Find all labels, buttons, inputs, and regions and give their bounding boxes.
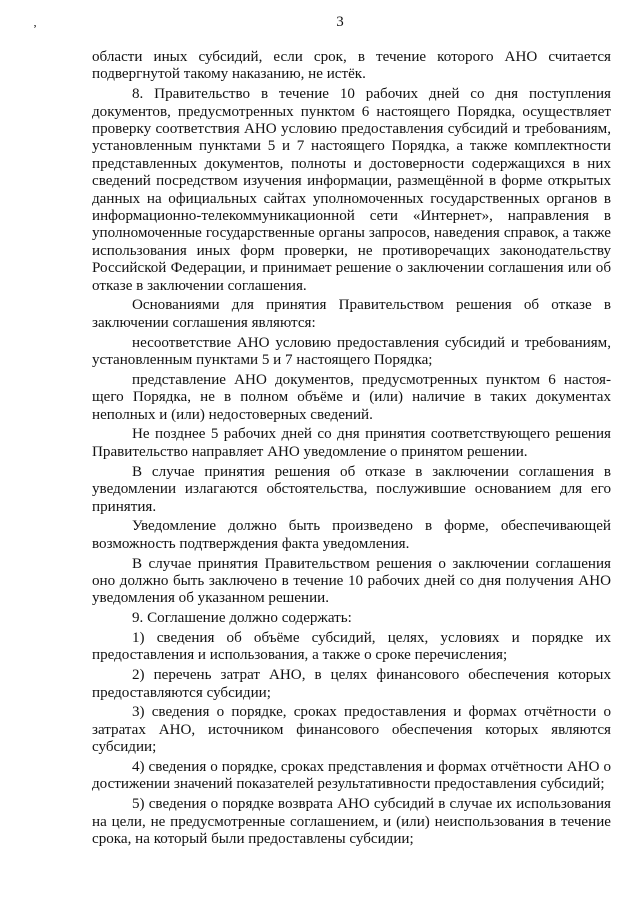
page-number: 3	[336, 14, 344, 30]
paragraph-continuation: области иных субсидий, если срок, в течение которого АНО считается подвергнутой такому наказанию, не истёк.	[92, 49, 611, 83]
paragraph-ground-documents: представление АНО документов, предусмотренных пунктом 6 настоя-щего Порядка, не в полном объёме и (или) наличие в таких документах неполных и (или) недостоверных сведений.	[92, 371, 611, 423]
paragraph-refusal-notice: В случае принятия решения об отказе в заключении соглашения в уведомлении излагаются обстоятельства, послужившие основанием для его принятия.	[92, 463, 611, 515]
paragraph-refusal-grounds: Основаниями для принятия Правительством решения об отказе в заключении соглашения являются:	[92, 297, 611, 331]
scan-mark: ‚	[33, 15, 37, 29]
paragraph-agreement-conclusion: В случае принятия Правительством решения о заключении соглашения оно должно быть заключено в течение 10 рабочих дней со дня получения АНО уведомления об указанном решении.	[92, 555, 611, 607]
list-item-5: 5) сведения о порядке возврата АНО субсидий в случае их использования на цели, не предусмотренные соглашением, и (или) неиспользования в течение срока, на который были предоставлены субсидии;	[92, 796, 611, 847]
list-item-3: 3) сведения о порядке, сроках предоставления и формах отчётности о затратах АНО, источником финансового обеспечения которых являются субсидии;	[92, 704, 611, 756]
paragraph-clause-9: 9. Соглашение должно содержать:	[132, 610, 352, 627]
list-item-2: 2) перечень затрат АНО, в целях финансового обеспечения которых предоставляются субсидии;	[92, 667, 611, 701]
list-item-1: 1) сведения об объёме субсидий, целях, условиях и порядке их предоставления и использования, а также о сроке перечисления;	[92, 629, 611, 664]
paragraph-clause-8: 8. Правительство в течение 10 рабочих дней со дня поступления документов, предусмотренных пунктом 6 настоящего Порядка, осуществляет проверку соответствия АНО условию предоставления субсидий и требованиям, установленным пунктами 5 и 7 настоящего Порядка, а также комплектности представленных документов, полноты и достоверности содержащихся в них сведений посредством изучения информации, размещённой в форме открытых данных на официальных сайтах уполномоченных государственных органов в информационно-телекоммуникационной сети «Интернет», направления в уполномоченные государственные органы запросов, наведения справок, а также использования иных форм проверки, не противоречащих законодательству Российской Федерации, и принимает решение о заключении соглашения или об отказе в заключении соглашения.	[92, 86, 611, 294]
document-body	[92, 49, 611, 851]
paragraph-ground-noncompliance: несоответствие АНО условию предоставления субсидий и требованиям, установленным пунктами 5 и 7 настоящего Порядка;	[92, 334, 611, 369]
paragraph-notice-form: Уведомление должно быть произведено в форме, обеспечивающей возможность подтверждения факта уведомления.	[92, 518, 611, 552]
paragraph-notification-deadline: Не позднее 5 рабочих дней со дня принятия соответствующего решения Правительство направляет АНО уведомление о принятом решении.	[92, 426, 611, 460]
list-item-4: 4) сведения о порядке, сроках представления и формах отчётности АНО о достижении значений показателей результативности предоставления субсидий;	[92, 758, 611, 793]
